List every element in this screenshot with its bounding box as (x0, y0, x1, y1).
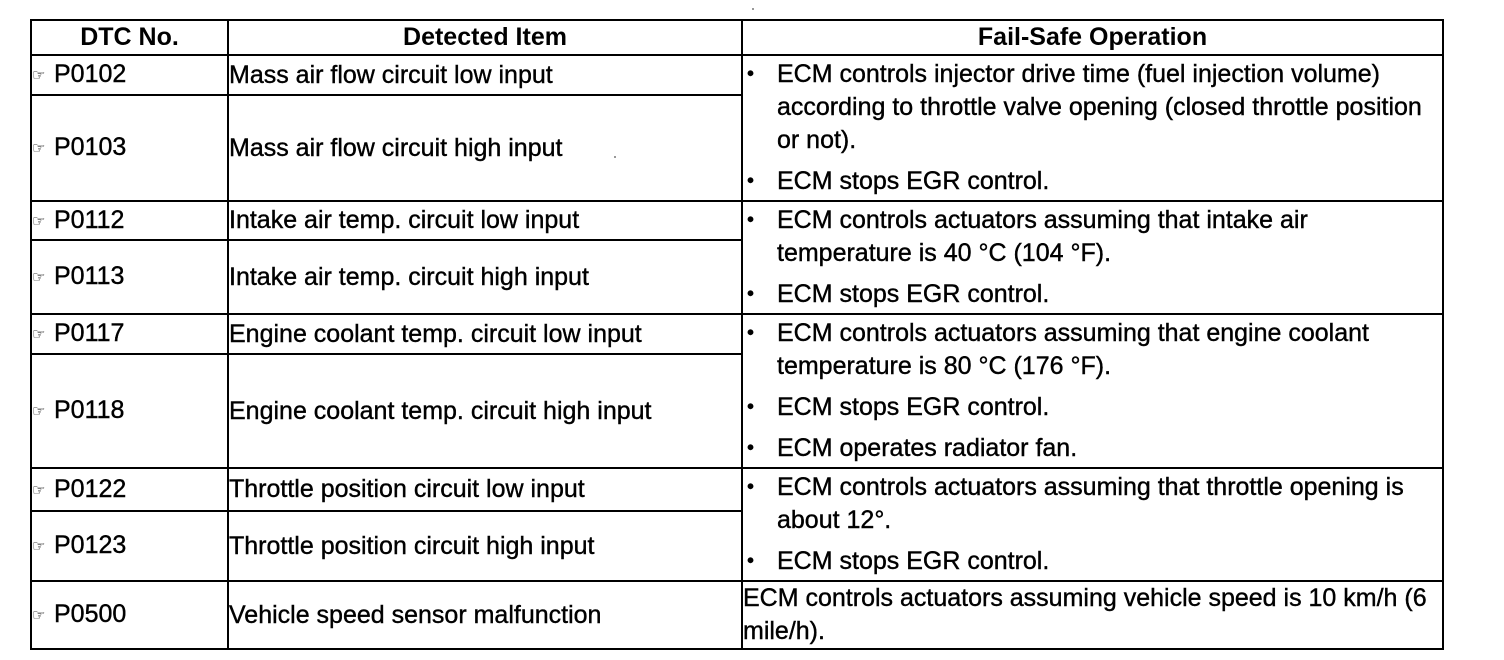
reference-hand-icon: ☞ (32, 269, 46, 286)
fail-safe-item: • ECM controls injector drive time (fuel injection volume) according to throttle valve opening (closed throttle position or not). (743, 58, 1442, 157)
dtc-code-cell[interactable]: ☞ P0112 (31, 201, 228, 240)
fail-safe-item: • ECM stops EGR control. (743, 278, 1442, 311)
header-detected-item: Detected Item (228, 20, 742, 55)
scan-speck (752, 8, 754, 10)
fail-safe-list (743, 204, 1442, 311)
fail-safe-cell (742, 314, 1443, 468)
dtc-code-cell[interactable]: ☞ P0117 (31, 314, 228, 354)
detected-item-cell: Throttle position circuit high input (228, 511, 742, 581)
fail-safe-cell: ECM controls actuators assuming vehicle speed is 10 km/h (6 mile/h). (742, 581, 1443, 649)
dtc-code-cell[interactable]: ☞ P0122 (31, 468, 228, 511)
table-row (31, 314, 1443, 354)
reference-hand-icon: ☞ (32, 481, 46, 499)
detected-item-cell: Vehicle speed sensor malfunction (228, 581, 742, 649)
dtc-code-cell[interactable]: ☞ P0113 (31, 240, 228, 314)
fail-safe-item: • ECM controls actuators assuming that throttle opening is about 12°. (743, 471, 1442, 537)
fail-safe-item: • ECM controls actuators assuming that intake air temperature is 40 °C (104 °F). (743, 204, 1442, 270)
fail-safe-cell (742, 468, 1443, 581)
detected-item-cell: Intake air temp. circuit high input (228, 240, 742, 314)
fail-safe-item: • ECM stops EGR control. (743, 165, 1442, 198)
reference-hand-icon: ☞ (32, 140, 46, 157)
detected-item-cell: Engine coolant temp. circuit low input (228, 314, 742, 354)
reference-hand-icon: ☞ (32, 538, 46, 555)
detected-item-cell: Mass air flow circuit high input (228, 95, 742, 201)
reference-hand-icon: ☞ (32, 326, 46, 343)
fail-safe-cell (742, 55, 1443, 201)
fail-safe-list (743, 317, 1442, 465)
dtc-code-cell[interactable]: ☞ P0102 (31, 55, 228, 95)
reference-hand-icon: ☞ (32, 212, 46, 230)
table-row (31, 201, 1443, 240)
dtc-code-cell[interactable]: ☞ P0118 (31, 354, 228, 468)
reference-hand-icon: ☞ (32, 607, 46, 624)
dtc-code-cell[interactable]: ☞ P0123 (31, 511, 228, 581)
table-row (31, 468, 1443, 511)
table-row (31, 581, 1443, 649)
header-fail-safe-operation: Fail-Safe Operation (742, 20, 1443, 55)
fail-safe-cell (742, 201, 1443, 314)
detected-item-cell: Engine coolant temp. circuit high input (228, 354, 742, 468)
header-row (31, 20, 1443, 55)
fail-safe-list (743, 471, 1442, 578)
dtc-code-cell[interactable]: ☞ P0103 (31, 95, 228, 201)
fail-safe-item: • ECM controls actuators assuming that engine coolant temperature is 80 °C (176 °F). (743, 317, 1442, 383)
dtc-code-cell[interactable]: ☞ P0500 (31, 581, 228, 649)
header-dtc-no: DTC No. (31, 20, 228, 55)
fail-safe-item: • ECM stops EGR control. (743, 391, 1442, 424)
fail-safe-item: • ECM operates radiator fan. (743, 432, 1442, 465)
detected-item-cell: Throttle position circuit low input (228, 468, 742, 511)
table-row (31, 55, 1443, 95)
detected-item-cell: Intake air temp. circuit low input (228, 201, 742, 240)
fail-safe-list (743, 58, 1442, 198)
reference-hand-icon: ☞ (32, 67, 46, 84)
dtc-fail-safe-table (30, 19, 1444, 650)
detected-item-cell: Mass air flow circuit low input (228, 55, 742, 95)
reference-hand-icon: ☞ (32, 403, 46, 420)
fail-safe-item: • ECM stops EGR control. (743, 545, 1442, 578)
